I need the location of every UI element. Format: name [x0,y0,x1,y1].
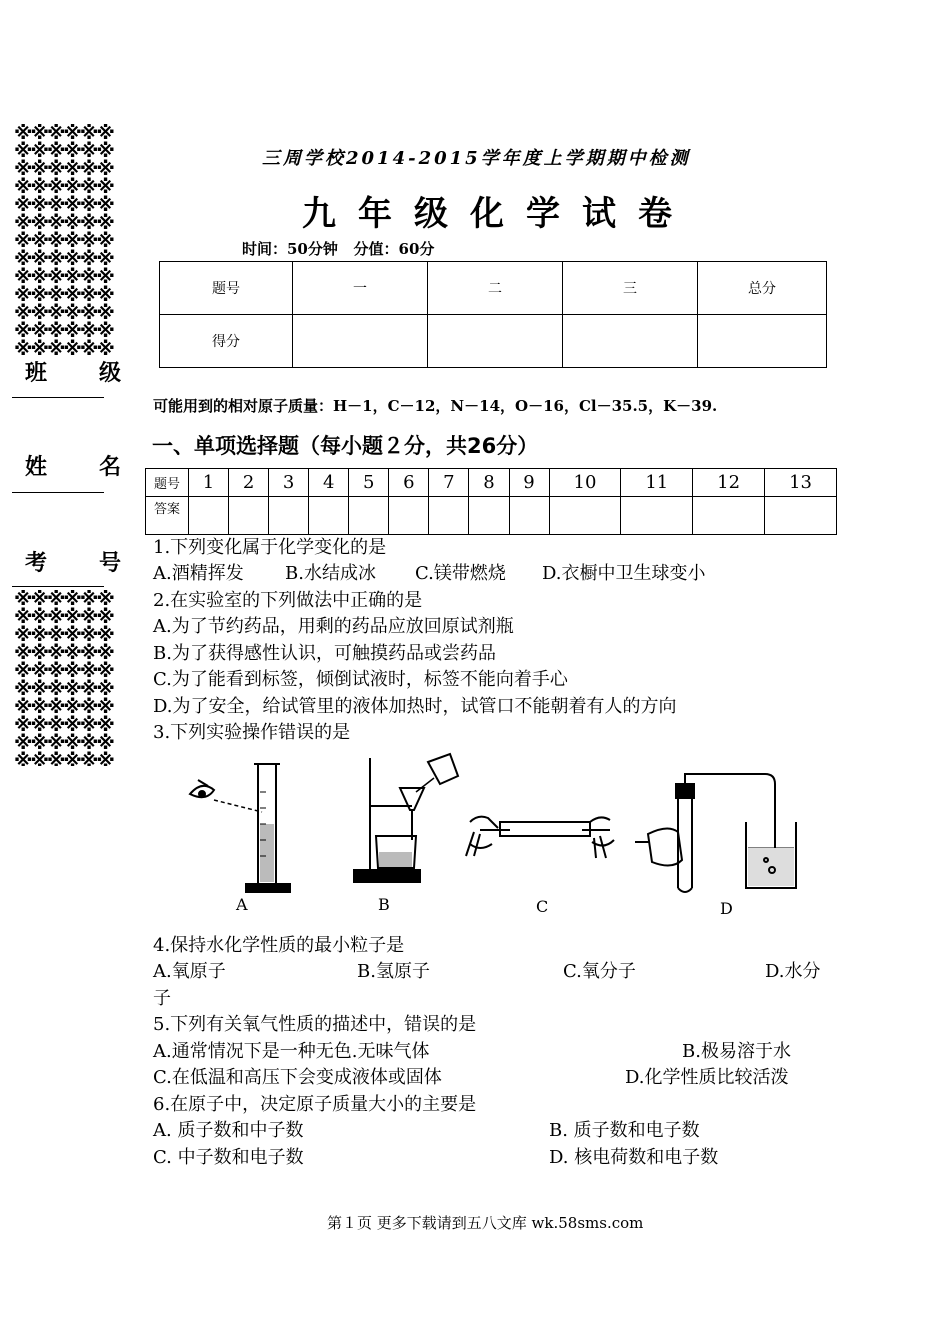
q2-option-c: C.为了能看到标签，倾倒试液时，标签不能向着手心 [153,669,568,690]
q1-option-b: B.水结成冰 [285,563,376,584]
exam-number-label-char-1: 考 [25,551,48,576]
class-label-char-2: 级 [98,361,121,386]
q5-option-a: A.通常情况下是一种无色.无味气体 [153,1041,430,1062]
question-3: 3.下列实验操作错误的是 [153,722,351,743]
answer-input-row [146,497,837,535]
question-1: 1.下列变化属于化学变化的是 [153,537,387,558]
name-label-char-2: 名 [98,455,121,480]
answer-row-label: 答案 [146,497,189,535]
figure-d-airtightness-check [635,774,796,892]
answer-table [145,468,837,535]
sidebar-pattern-top: ※※※※※※※※※※※※※※※※※※※※※※※※※※※※※※※※※※※※※※※※※※※※※※※※※※※※※※※※※※※※※※※※※※※※※※※※※※※※※※ [14,124,113,356]
question-5: 5.下列有关氧气性质的描述中，错误的是 [153,1014,477,1035]
q6-option-c: C. 中子数和电子数 [153,1147,304,1168]
q2-option-b: B.为了获得感性认识，可触摸药品或尝药品 [153,643,496,664]
q6-option-b: B. 质子数和电子数 [549,1120,700,1141]
q1-option-a: A.酒精挥发 [153,563,244,584]
q5-option-d: D.化学性质比较活泼 [625,1067,789,1088]
answer-cell[interactable] [189,497,229,535]
score-cell-part3: 三 [563,262,698,315]
q4-option-d: D.水分 [765,961,821,982]
answer-number: 13 [765,469,837,497]
score-row-label: 得分 [160,315,293,368]
q3-figure [180,752,820,927]
answer-cell[interactable] [389,497,429,535]
q2-option-a: A.为了节约药品，用剩的药品应放回原试剂瓶 [153,616,514,637]
q4-option-a: A.氧原子 [153,961,226,982]
figure-label-b: B [378,895,390,914]
q1-option-c: C.镁带燃烧 [415,563,506,584]
score-input-part1[interactable] [293,315,428,368]
atomic-mass-note: 可能用到的相对原子质量：H－1，C－12，N－14，O－16，Cl－35.5，K－39. [153,397,718,415]
q4-option-d-wrap: 子 [153,988,171,1009]
answer-number: 6 [389,469,429,497]
class-label [25,356,121,387]
answer-number: 10 [549,469,621,497]
answer-number-row [146,469,837,497]
figure-c-test-tube-holder [466,817,614,858]
figure-label-c: C [536,897,549,916]
answer-cell[interactable] [693,497,765,535]
answer-number: 2 [229,469,269,497]
q4-option-c: C.氧分子 [563,961,636,982]
answer-cell[interactable] [469,497,509,535]
school-heading: 三周学校2014-2015学年度上学期期中检测 [262,148,691,169]
name-line[interactable] [12,492,104,493]
answer-number: 9 [509,469,549,497]
class-label-char-1: 班 [25,361,48,386]
score-table-score-row [160,315,827,368]
answer-cell[interactable] [509,497,549,535]
answer-cell[interactable] [349,497,389,535]
score-table [159,261,827,368]
score-cell-part1: 一 [293,262,428,315]
answer-cell[interactable] [309,497,349,535]
score-cell-label: 题号 [160,262,293,315]
page-footer: 第１页 更多下载请到五八文库 wk.58sms.com [327,1214,644,1232]
answer-number: 12 [693,469,765,497]
q2-option-d: D.为了安全，给试管里的液体加热时，试管口不能朝着有人的方向 [153,696,677,717]
question-2: 2.在实验室的下列做法中正确的是 [153,590,423,611]
score-cell-total: 总分 [698,262,827,315]
q1-option-d: D.衣橱中卫生球变小 [542,563,706,584]
answer-number: 1 [189,469,229,497]
name-label-char-1: 姓 [25,455,48,480]
exam-meta: 时间：50分钟 分值：60分 [242,240,435,258]
score-table-header-row [160,262,827,315]
answer-header-label: 题号 [146,469,189,497]
q4-option-b: B.氢原子 [357,961,430,982]
answer-number: 8 [469,469,509,497]
figure-b-filtration [354,754,458,882]
answer-cell[interactable] [549,497,621,535]
answer-number: 3 [269,469,309,497]
exam-number-line[interactable] [12,586,104,587]
section-1-title: 一、单项选择题（每小题２分，共26分） [152,434,539,458]
figure-label-a: A [236,895,248,914]
q6-option-d: D. 核电荷数和电子数 [549,1147,719,1168]
answer-cell[interactable] [429,497,469,535]
score-input-total[interactable] [698,315,827,368]
sidebar-pattern-bottom: ※※※※※※※※※※※※※※※※※※※※※※※※※※※※※※※※※※※※※※※※※※※※※※※※※※※※※※※※※※※※ [14,590,113,766]
exam-number-label [25,546,121,577]
answer-number: 4 [309,469,349,497]
figure-label-d: D [720,899,733,918]
answer-cell[interactable] [765,497,837,535]
answer-cell[interactable] [621,497,693,535]
name-label [25,450,121,481]
answer-cell[interactable] [229,497,269,535]
q6-option-a: A. 质子数和中子数 [153,1120,304,1141]
q5-option-c: C.在低温和高压下会变成液体或固体 [153,1067,442,1088]
figure-a-graduated-cylinder [190,764,290,892]
question-6: 6.在原子中，决定原子质量大小的主要是 [153,1094,477,1115]
answer-number: 5 [349,469,389,497]
page-title: 九年级化学试卷 [302,194,694,234]
score-input-part2[interactable] [428,315,563,368]
score-input-part3[interactable] [563,315,698,368]
exam-number-label-char-2: 号 [98,551,121,576]
answer-cell[interactable] [269,497,309,535]
class-line[interactable] [12,397,104,398]
answer-number: 11 [621,469,693,497]
q5-option-b: B.极易溶于水 [682,1041,791,1062]
score-cell-part2: 二 [428,262,563,315]
answer-number: 7 [429,469,469,497]
question-4: 4.保持水化学性质的最小粒子是 [153,935,405,956]
